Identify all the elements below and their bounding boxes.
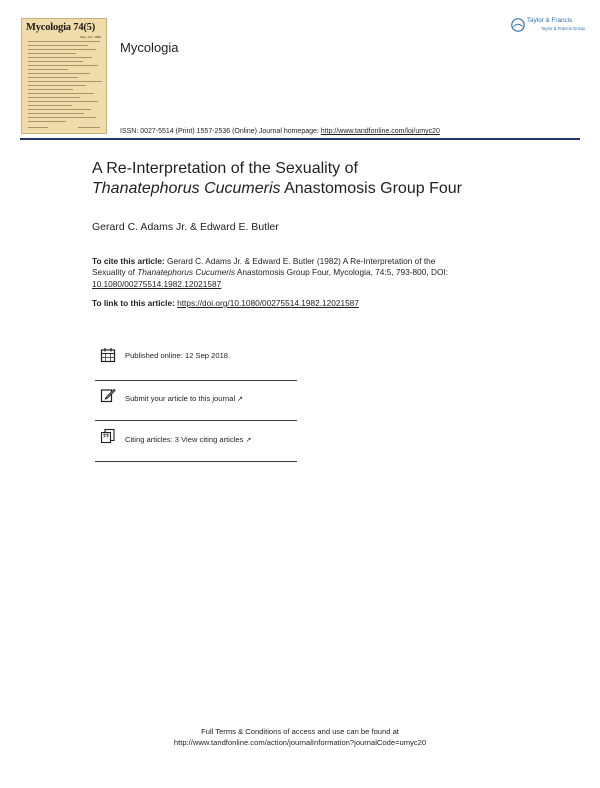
article-title-line2 — [92, 180, 462, 198]
journal-cover-image[interactable] — [21, 18, 107, 134]
link-line — [92, 298, 359, 309]
submit-article-label: Submit your article to this journal — [125, 394, 236, 403]
citation-text-2b: Anastomosis Group Four, Mycologia, 74:5, 793-800, DOI: — [234, 267, 449, 278]
footer-terms-text: Full Terms & Conditions of access and use can be found at — [201, 727, 399, 736]
journal-homepage-link[interactable]: http://www.tandfonline.com/loi/umyc20 — [320, 128, 440, 135]
article-title-italic: Thanatephorus Cucumeris — [92, 180, 281, 197]
article-title-line1: A Re-Interpretation of the Sexuality of — [92, 160, 358, 177]
publisher-group: Taylor & Francis Group — [541, 26, 585, 31]
citation-text-2-italic: Thanatephorus Cucumeris — [137, 267, 235, 278]
issn-text: ISSN: 0027-5514 (Print) 1557-2536 (Online) Journal homepage: — [120, 128, 319, 135]
citing-articles-label: Citing articles: 3 View citing articles — [125, 435, 244, 444]
citation-line2 — [92, 267, 448, 278]
footer-journal-info-link[interactable]: http://www.tandfonline.com/action/journalInformation?journalCode=umyc20 — [173, 738, 427, 747]
external-link-icon: ↗ — [237, 396, 244, 403]
publisher-name: Taylor & Francis — [527, 17, 573, 24]
external-link-icon: ↗ — [245, 437, 252, 444]
published-online-text: Published online: 12 Sep 2018. — [125, 351, 231, 360]
calendar-icon — [100, 347, 116, 363]
info-divider — [95, 420, 297, 421]
citation-text-1: Gerard C. Adams Jr. & Edward E. Butler (1982) A Re-Interpretation of the — [164, 256, 436, 266]
header-divider — [20, 138, 580, 140]
citation-text-2a: Sexuality of — [92, 267, 138, 278]
cover-subtitle: Sept.-Oct. 1982 — [80, 35, 102, 39]
cover-title: Mycologia 74(5) — [26, 22, 96, 33]
submit-article-link[interactable] — [125, 394, 243, 403]
citation-label: To cite this article: — [92, 256, 165, 266]
article-title-rest: Anastomosis Group Four — [280, 180, 462, 197]
issn-line — [120, 128, 440, 135]
citing-articles-icon — [100, 428, 116, 444]
link-label: To link to this article: — [92, 298, 178, 308]
citing-articles-link[interactable] — [125, 435, 251, 444]
article-authors: Gerard C. Adams Jr. & Edward E. Butler — [92, 221, 279, 233]
article-doi-link[interactable]: https://doi.org/10.1080/00275514.1982.12021587 — [177, 298, 359, 308]
info-divider — [95, 461, 297, 462]
citation-doi-link[interactable]: 10.1080/00275514.1982.12021587 — [92, 278, 222, 289]
citation-line3 — [92, 279, 221, 290]
citation-line1 — [92, 256, 435, 267]
submit-article-icon — [100, 387, 116, 403]
journal-name: Mycologia — [120, 40, 179, 55]
info-divider — [95, 380, 297, 381]
